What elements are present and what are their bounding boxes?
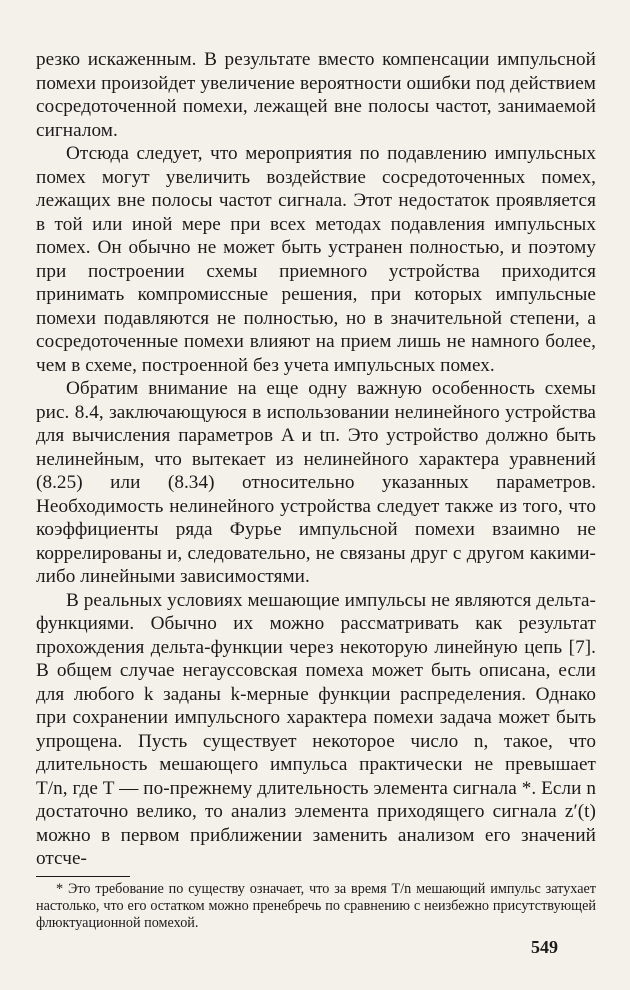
footnote-divider [36,876,130,877]
page-body [36,48,596,932]
footnote: * Это требование по существу означает, что за время T/n мешающий импульс затухает настолько, что его остатком можно пренебречь по сравнению с неизбежно присутствующей флюктуационной помехой. [36,880,596,931]
page-number: 549 [531,937,558,957]
paragraph-2: Отсюда следует, что мероприятия по подавлению импульсных помех могут увеличить воздействие сосредоточенных помех, лежащих вне полосы частот сигнала. Этот недостаток проявляется в той или иной мере при всех методах подавления импульсных помех. Он обычно не может быть устранен полностью, и поэтому при построении схемы приемного устройства приходится принимать компромиссные решения, при которых импульсные помехи подавляются не полностью, но в значительной степени, а сосредоточенные помехи влияют на прием лишь не намного более, чем в схеме, построенной без учета импульсных помех. [36,143,596,376]
paragraph-4: В реальных условиях мешающие импульсы не являются дельта-функциями. Обычно их можно рассматривать как результат прохождения дельта-функции через некоторую линейную цепь [7]. В общем случае негауссовская помеха может быть описана, если для любого k заданы k-мерные функции распределения. Однако при сохранении импульсного характера помехи задача может быть упрощена. Пусть существует некоторое число n, такое, что длительность мешающего импульса практически не превышает T/n, где T — по-прежнему длительность элемента сигнала *. Если n достаточно велико, то анализ элемента приходящего сигнала z′(t) можно в первом приближении заменить анализом его значений отсче- [36,589,596,869]
paragraph-1: резко искаженным. В результате вместо компенсации импульсной помехи произойдет увеличение вероятности ошибки под действием сосредоточенной помехи, лежащей вне полосы частот, занимаемой сигналом. [36,49,596,141]
paragraph-3: Обратим внимание на еще одну важную особенность схемы рис. 8.4, заключающуюся в использовании нелинейного устройства для вычисления параметров A и tп. Это устройство должно быть нелинейным, что вытекает из нелинейного характера уравнений (8.25) или (8.34) относительно указанных параметров. Необходимость нелинейного устройства следует также из того, что коэффициенты ряда Фурье импульсной помехи взаимно не коррелированы и, следовательно, не связаны друг с другом какими-либо линейными зависимостями. [36,378,596,587]
